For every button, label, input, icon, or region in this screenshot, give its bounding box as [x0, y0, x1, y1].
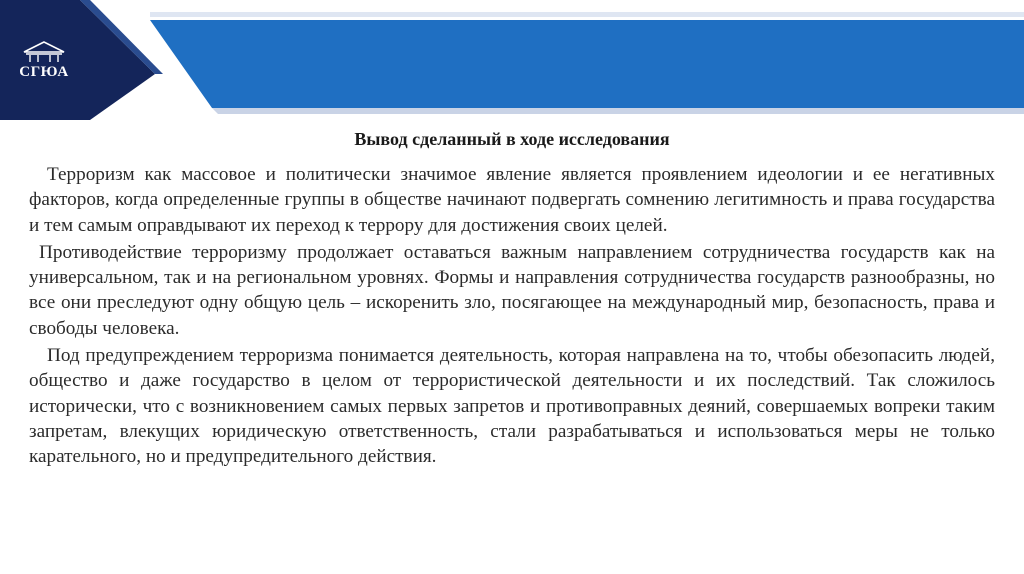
logo-text: СГЮА [19, 64, 69, 80]
paragraph: Терроризм как массовое и политически значимое явление является проявлением идеологии и ее негативных факторов, когда определенные группы в обществе начинают подвергать сомнению легитимность и права государства и тем самым оправдывают их переход к террору для достижения своих целей. [29, 164, 995, 236]
paragraph: Противодействие терроризму продолжает оставаться важным направлением сотрудничества государств как на универсальном, так и на региональном уровнях. Формы и направления сотрудничества государств разнообразны, но все они преследуют одну общую цель – искоренить зло, посягающее на международный мир, безопасность, права и свободы человека. [29, 241, 995, 339]
banner-graphic [0, 0, 1024, 120]
slide-title: Вывод сделанный в ходе исследования [354, 129, 670, 149]
building-icon [14, 40, 74, 66]
paragraph: Под предупреждением терроризма понимается деятельность, которая направлена на то, чтобы обезопасить людей, общество и даже государство в целом от террористической деятельности и их последствий. Так сложилось исторически, что с возникновением самых первых запретов и противоправных деяний, совершаемых вопреки таким запретам, влекущих юридическую ответственность, стали разрабатываться и использоваться меры не только карательного, но и предупредительного действия. [29, 345, 995, 468]
header-banner [0, 0, 1024, 120]
slide-body [29, 162, 995, 472]
university-logo [14, 40, 74, 92]
